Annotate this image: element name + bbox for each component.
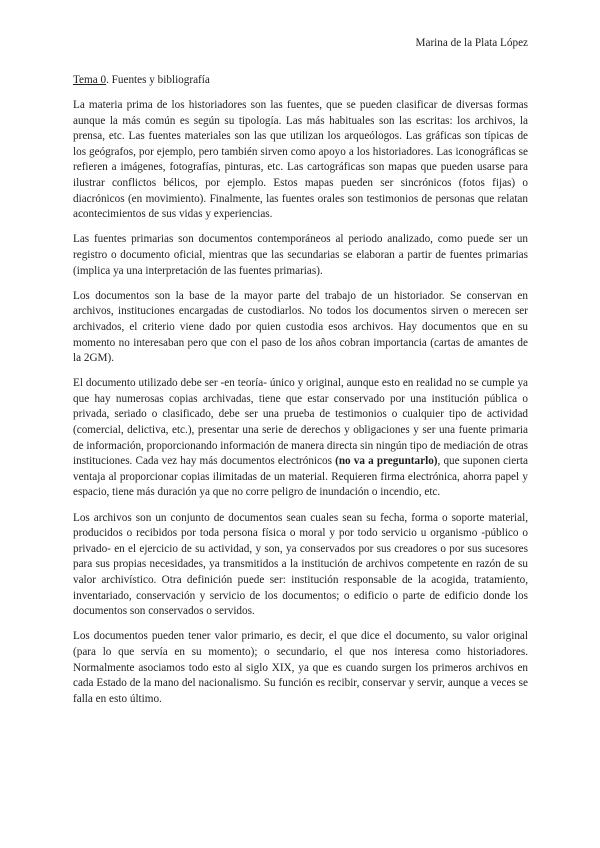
paragraph-text: , que suponen cierta ventaja al proporcionar copias ilimitadas de un material. Requieren firma electrónica, ahorra papel y espacio, tiene más duración ya que no corre peligro de inundación o incendio, etc. <box>73 455 529 499</box>
section-number: Tema 0 <box>73 74 107 86</box>
author-name: Marina de la Plata López <box>415 37 528 49</box>
section-title <box>73 73 210 89</box>
paragraph-documents: Los documentos son la base de la mayor parte del trabajo de un historiador. Se conservan en archivos, instituciones encargadas de custodiarlos. No todos los documentos sirven o merecen ser archivados, el criterio viene dado por quien custodia esos archivos. Hay documentos que en su momento no interesaban pero que con el paso de los años cobran importancia (cartas de amantes de la 2GM). <box>73 289 528 365</box>
paragraph-sources-types: La materia prima de los historiadores son las fuentes, que se pueden clasificar de diversas formas aunque la más común es según su tipología. Las más habituales son las escritas: los archivos, la prensa, etc. Las fuentes materiales son las que utilizan los arqueólogos. Las gráficas son típicas de los geógrafos, por ejemplo, pero también sirven como apoyo a los historiadores. Las iconográficas se refieren a imágenes, fotografías, pinturas, etc. Las cartográficas son mapas que pueden usarse para ilustrar conflictos bélicos, por ejemplo. Estos mapas pueden ser sincrónicos (fotos fijas) o diacrónicos (en movimiento). Finalmente, las fuentes orales son testimonios de personas que relatan acontecimientos de sus vidas y experiencias. <box>73 99 528 221</box>
section-title-text: . Fuentes y bibliografía <box>106 74 210 86</box>
paragraph-document-value: Los documentos pueden tener valor primario, es decir, el que dice el documento, su valor original (para lo que servía en su momento); o secundario, el que nos interesa como historiadores. Normalmente asociamos todo esto al siglo XIX, ya que es cuando surgen los primeros archivos en cada Estado de la mano del nacionalismo. Su función es recibir, conservar y servir, aunque a veces se falla en esto último. <box>73 630 528 705</box>
paragraph-archives: Los archivos son un conjunto de documentos sean cuales sean su fecha, forma o soporte material, producidos o recibidos por toda persona física o moral y por todo servicio u organismo -público o privado- en el ejercicio de su actividad, y son, ya conservados por sus creadores o por sus sucesores para sus propias necesidades, ya transmitidos a la institución de archivos competente en razón de su valor archivístico. Otra definición puede ser: institución responsable de la acogida, tratamiento, inventariado, conservación y servicio de los documentos; o edificio o parte de edificio donde los documentos son conservados o servidos. <box>73 511 528 618</box>
paragraph-text: El documento utilizado debe ser -en teoría- único y original, aunque esto en realidad no se cumple ya que hay numerosas copias archivadas, tiene que estar conservado por una institución pública o privada, seriado o clasificado, debe ser una prueba de testimonios o cualquier tipo de actividad (comercial, delictiva, etc.), presentar una serie de derechos y obligaciones y ser una fuente primaria de información, proporcionando información de manera directa sin ningún tipo de mediación de otras instituciones. Cada vez hay más documentos electrónicos <box>73 377 528 468</box>
document-body <box>73 98 528 717</box>
paragraph-primary-secondary: Las fuentes primarias son documentos contemporáneos al periodo analizado, como puede ser un registro o documento oficial, mientras que las secundarias se elaboran a partir de fuentes primarias (implica ya una interpretación de las fuentes primarias). <box>73 233 528 277</box>
paragraph-document-requirements <box>73 376 528 501</box>
exam-note: (no va a preguntarlo) <box>335 455 438 468</box>
